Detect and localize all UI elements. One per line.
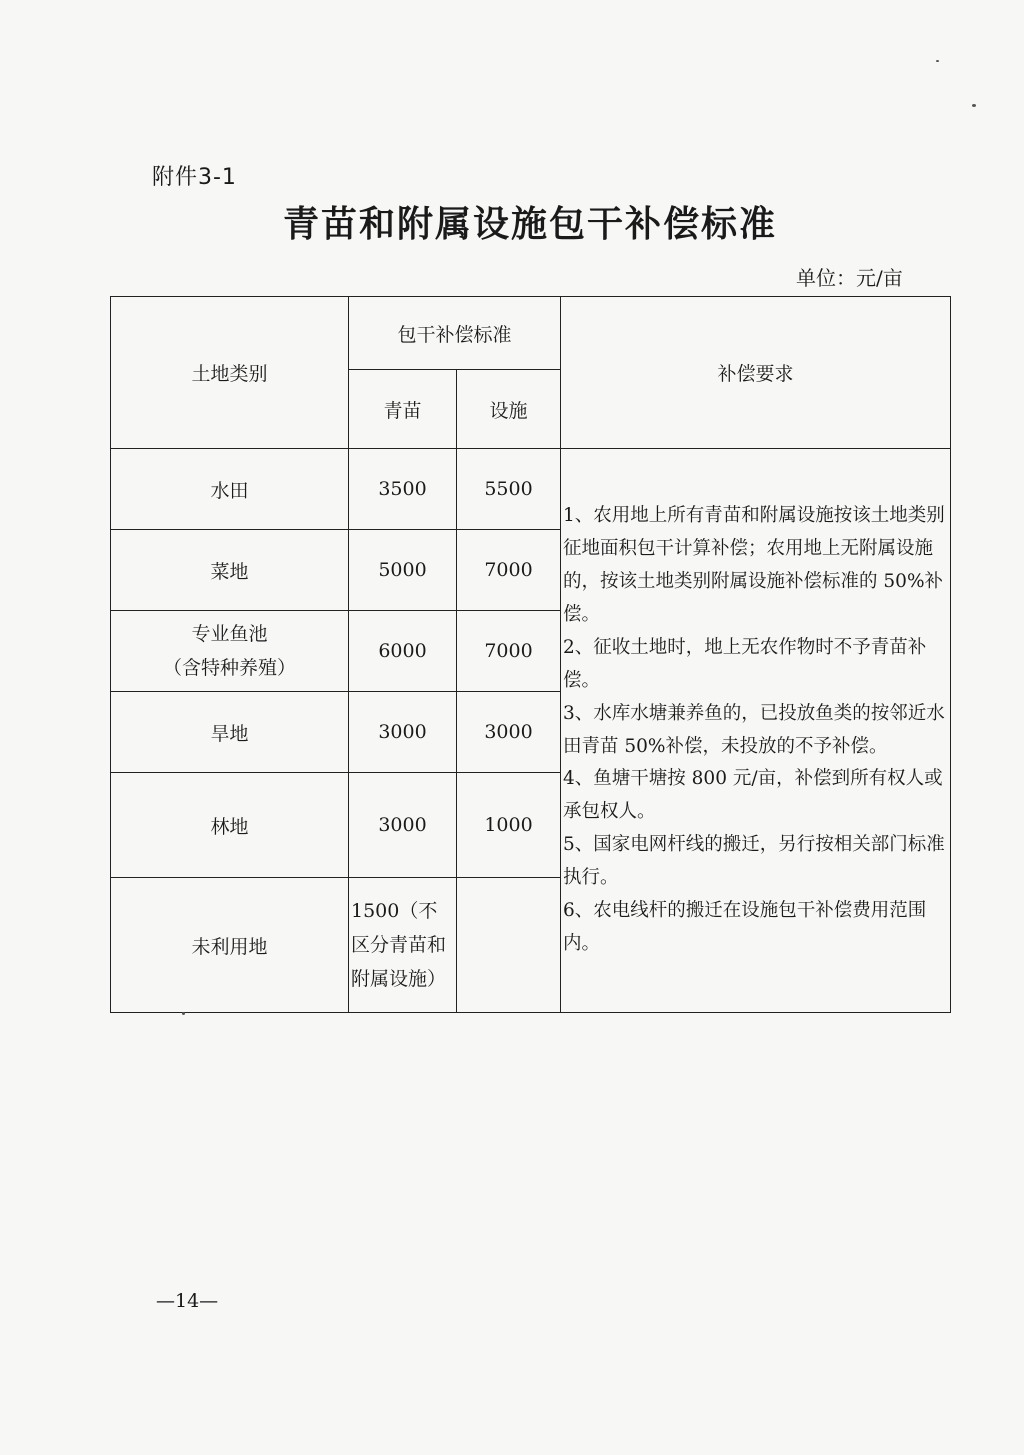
scan-speck xyxy=(972,104,976,107)
requirement-item: 3、水库水塘兼养鱼的，已投放鱼类的按邻近水田青苗 50%补偿，未投放的不予补偿。 xyxy=(563,702,945,757)
land-type-cell xyxy=(111,611,349,692)
requirement-item: 5、国家电网杆线的搬迁，另行按相关部门标准执行。 xyxy=(563,834,945,889)
facility-cell xyxy=(457,878,561,1013)
land-type-cell: 林地 xyxy=(111,773,349,878)
seedling-cell: 3500 xyxy=(349,449,457,530)
land-type-cell: 水田 xyxy=(111,449,349,530)
land-type-cell: 旱地 xyxy=(111,692,349,773)
header-standard: 包干补偿标准 xyxy=(349,297,561,370)
unit-label: 单位：元/亩 xyxy=(796,266,903,290)
attachment-label: 附件3-1 xyxy=(152,165,237,190)
land-type-cell: 未利用地 xyxy=(111,878,349,1013)
requirement-item: 6、农电线杆的搬迁在设施包干补偿费用范围内。 xyxy=(563,900,927,955)
page-number: —14— xyxy=(156,1290,219,1312)
facility-cell: 5500 xyxy=(457,449,561,530)
seedling-cell: 6000 xyxy=(349,611,457,692)
facility-cell: 3000 xyxy=(457,692,561,773)
header-seedling: 青苗 xyxy=(349,370,457,449)
facility-cell: 7000 xyxy=(457,611,561,692)
scan-speck xyxy=(936,60,939,62)
table-row xyxy=(111,449,951,530)
requirement-item: 1、农用地上所有青苗和附属设施按该土地类别征地面积包干计算补偿；农用地上无附属设施的，按该土地类别附属设施补偿标准的 50%补偿。 xyxy=(563,505,945,625)
seedling-cell: 1500（不区分青苗和附属设施） xyxy=(349,878,457,1013)
requirement-item: 4、鱼塘干塘按 800 元/亩，补偿到所有权人或承包权人。 xyxy=(563,768,943,823)
header-land-type: 土地类别 xyxy=(111,297,349,449)
scan-speck xyxy=(182,1012,185,1015)
requirement-item: 2、征收土地时，地上无农作物时不予青苗补偿。 xyxy=(563,636,927,691)
land-type-name: 专业鱼池 xyxy=(191,622,268,645)
requirements-cell xyxy=(561,449,951,1013)
seedling-cell: 5000 xyxy=(349,530,457,611)
compensation-table xyxy=(110,296,951,1013)
facility-cell: 7000 xyxy=(457,530,561,611)
seedling-cell: 3000 xyxy=(349,773,457,878)
land-type-cell: 菜地 xyxy=(111,530,349,611)
header-requirements: 补偿要求 xyxy=(561,297,951,449)
header-facility: 设施 xyxy=(457,370,561,449)
document-title: 青苗和附属设施包干补偿标准 xyxy=(282,203,777,245)
facility-cell: 1000 xyxy=(457,773,561,878)
land-type-note: （含特种养殖） xyxy=(162,657,296,679)
seedling-cell: 3000 xyxy=(349,692,457,773)
